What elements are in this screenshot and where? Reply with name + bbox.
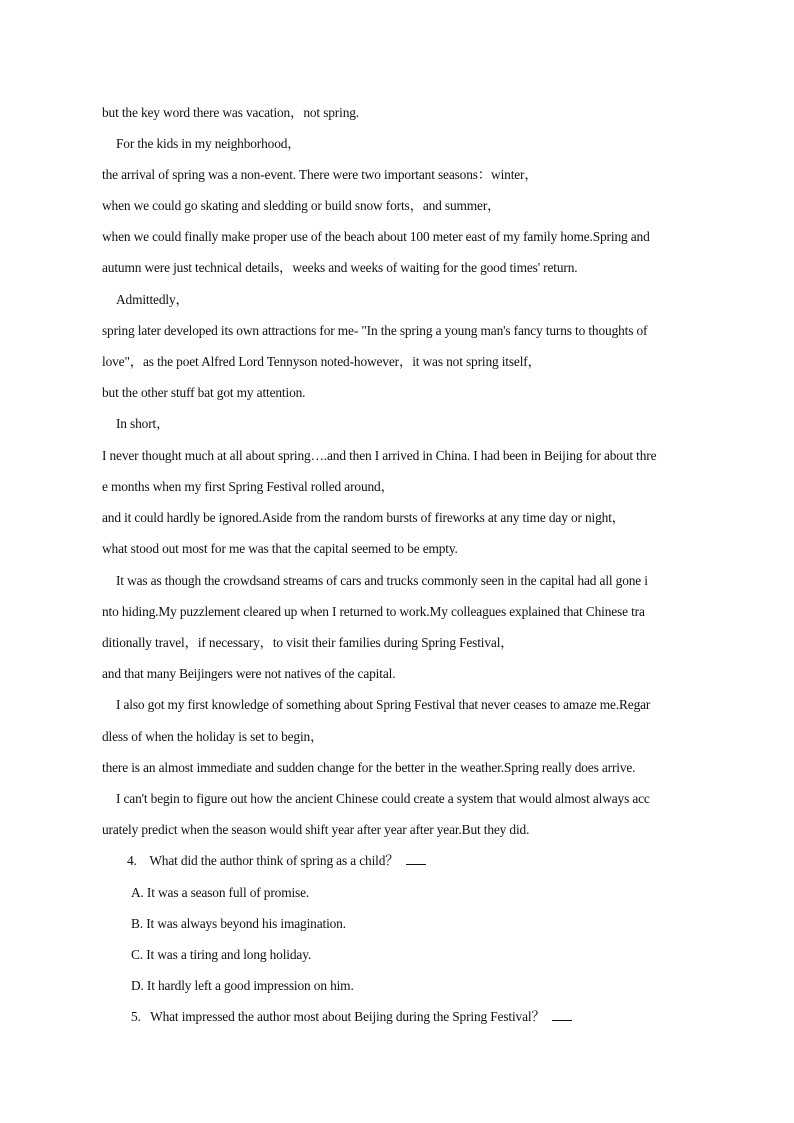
passage-line: autumn were just technical details，weeks and weeks of waiting for the good times' return. — [102, 260, 578, 275]
question-text: What did the author think of spring as a child？ — [149, 853, 399, 868]
option-letter: D. — [131, 978, 144, 993]
passage-line: It was as though the crowdsand streams of cars and trucks commonly seen in the capital had all gone i — [116, 573, 648, 588]
passage-line: e months when my first Spring Festival rolled around， — [102, 479, 394, 494]
passage-line: when we could go skating and sledding or build snow forts，and summer， — [102, 198, 501, 213]
option-text: It was a tiring and long holiday. — [146, 947, 312, 962]
passage-line: For the kids in my neighborhood， — [116, 136, 301, 151]
passage-line: In short， — [116, 416, 170, 431]
answer-blank[interactable] — [552, 1008, 572, 1021]
passage-line: I can't begin to figure out how the ancient Chinese could create a system that would almost always acc — [116, 791, 650, 806]
passage-line: urately predict when the season would shift year after year after year.But they did. — [102, 822, 530, 837]
option-d — [131, 977, 731, 995]
passage-line: nto hiding.My puzzlement cleared up when I returned to work.My colleagues explained that Chinese tra — [102, 604, 645, 619]
option-b — [131, 915, 731, 933]
passage-line: there is an almost immediate and sudden change for the better in the weather.Spring really does arrive. — [102, 760, 636, 775]
passage-line: but the key word there was vacation，not spring. — [102, 105, 359, 120]
option-text: It was always beyond his imagination. — [146, 916, 346, 931]
passage-line: love"，as the poet Alfred Lord Tennyson noted-however，it was not spring itself， — [102, 354, 541, 369]
question-4 — [127, 852, 727, 870]
question-5 — [131, 1008, 731, 1026]
question-number: 5. — [131, 1009, 141, 1024]
option-text: It hardly left a good impression on him. — [146, 978, 354, 993]
passage-line: when we could finally make proper use of the beach about 100 meter east of my family home.Spring and — [102, 229, 650, 244]
passage-line: I never thought much at all about spring….and then I arrived in China. I had been in Beijing for about thre — [102, 448, 657, 463]
question-number: 4. — [127, 853, 137, 868]
option-text: It was a season full of promise. — [146, 885, 310, 900]
passage-line: spring later developed its own attractions for me- "In the spring a young man's fancy turns to thoughts of — [102, 323, 648, 338]
passage-line: and that many Beijingers were not natives of the capital. — [102, 666, 396, 681]
answer-blank[interactable] — [406, 852, 426, 865]
passage-line: ditionally travel，if necessary，to visit their families during Spring Festival， — [102, 635, 514, 650]
passage-line: dless of when the holiday is set to begin， — [102, 729, 324, 744]
passage-line: but the other stuff bat got my attention. — [102, 385, 306, 400]
option-letter: C. — [131, 947, 143, 962]
passage-line: and it could hardly be ignored.Aside from the random bursts of fireworks at any time day or night， — [102, 510, 626, 525]
passage-line: I also got my first knowledge of something about Spring Festival that never ceases to amaze me.Regar — [116, 697, 651, 712]
option-a — [131, 884, 731, 902]
option-c — [131, 946, 731, 964]
passage-line: the arrival of spring was a non-event. There were two important seasons：winter， — [102, 167, 538, 182]
question-text: What impressed the author most about Beijing during the Spring Festival？ — [150, 1009, 545, 1024]
option-letter: B. — [131, 916, 143, 931]
passage-line: what stood out most for me was that the capital seemed to be empty. — [102, 541, 458, 556]
option-letter: A. — [131, 885, 144, 900]
passage-line: Admittedly， — [116, 292, 189, 307]
